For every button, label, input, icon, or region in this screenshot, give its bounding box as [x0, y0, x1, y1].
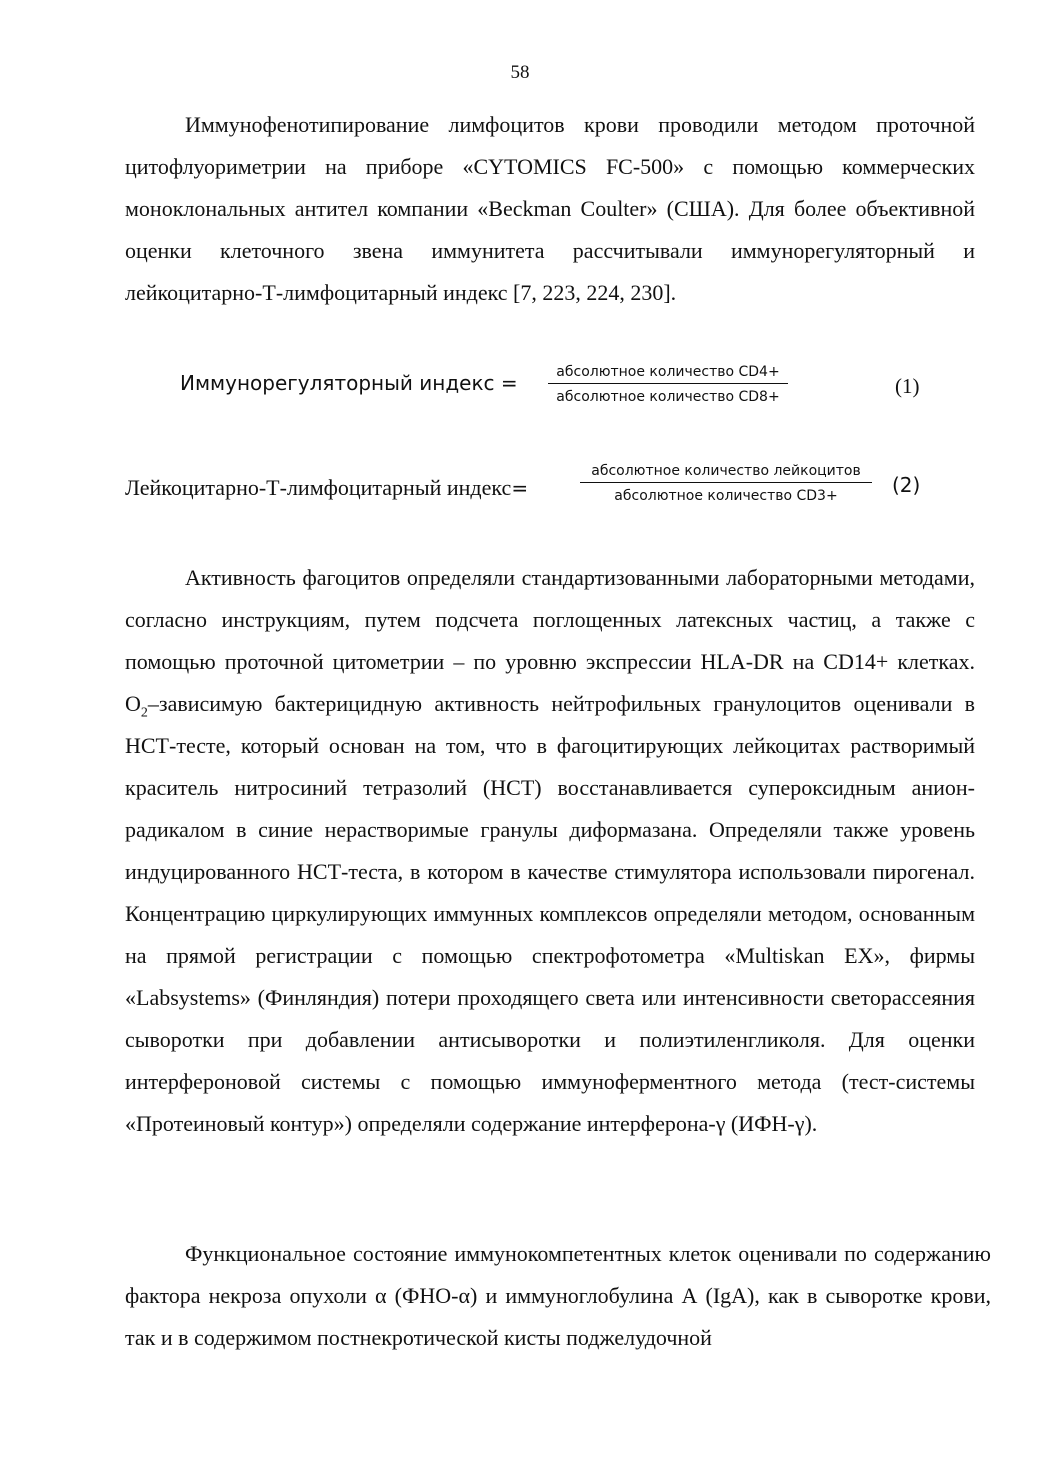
formula-numerator: абсолютное количество CD4+: [548, 364, 788, 384]
paragraph-text-part: Активность фагоцитов определяли стандартизованными лабораторными методами, согласно инструкциям, путем подсчета поглощенных латексных частиц, а также с помощью проточной цитометрии – по уровню экспрессии HLA-DR на CD14+ клетках. O: [125, 565, 975, 716]
paragraph-text-part: –зависимую бактерицидную активность нейтрофильных гранулоцитов оценивали в НСТ-тесте, который основан на том, что в фагоцитирующих лейкоцитах растворимый краситель нитросиний тетразолий (НСТ) восстанавливается супероксидным анион-радикалом в синие нерастворимые гранулы диформазана. Определяли также уровень индуцированного НСТ-теста, в котором в качестве стимулятора использовали пирогенал. Концентрацию циркулирующих иммунных комплексов определяли методом, основанным на прямой регистрации с помощью спектрофотометра «Multiskan EX», фирмы «Labsystems» (Финляндия) потери проходящего света или интенсивности светорассеяния сыворотки при добавлении антисыворотки и полиэтиленгликоля. Для оценки интерфероновой системы с помощью иммуноферментного метода (тест-системы «Протеиновый контур») определяли содержание интерферона-γ (ИФН-γ).: [125, 691, 975, 1136]
formula-lhs: Иммунорегуляторный индекс =: [180, 371, 518, 395]
formula-fraction: [580, 463, 872, 504]
formula-lhs-text: Лейкоцитарно-Т-лимфоцитарный индекс: [125, 475, 512, 500]
formula-denominator: абсолютное количество CD3+: [614, 488, 838, 504]
formula-leukocyte-t-lymphocyte-index: [0, 461, 1040, 521]
formula-immunoregulatory-index: [0, 362, 1040, 422]
equation-number: (2): [892, 473, 921, 497]
paragraph-phagocyte-activity: [125, 557, 975, 1145]
formula-denominator: абсолютное количество CD8+: [556, 389, 780, 405]
paragraph-immunophenotyping: Иммунофенотипирование лимфоцитов крови проводили методом проточной цитофлуориметрии на приборе «CYTOMICS FC-500» с помощью коммерческих моноклональных антител компании «Beckman Coulter» (США). Для более объективной оценки клеточного звена иммунитета рассчитывали иммунорегуляторный и лейкоцитарно-Т-лимфоцитарный индекс [7, 223, 224, 230].: [125, 112, 975, 305]
equation-number: (1): [895, 374, 920, 398]
formula-numerator: абсолютное количество лейкоцитов: [580, 463, 872, 483]
formula-lhs: [125, 475, 528, 501]
subscript: 2: [140, 705, 148, 721]
equals-sign: =: [511, 476, 529, 500]
formula-fraction: [548, 364, 788, 405]
page-number: 58: [510, 62, 530, 83]
paragraph-functional-state: Функциональное состояние иммунокомпетентных клеток оценивали по содержанию фактора некроза опухоли α (ФНО-α) и иммуноглобулина А (IgA), как в сыворотке крови, так и в содержимом постнекротической кисты поджелудочной: [125, 1241, 991, 1350]
